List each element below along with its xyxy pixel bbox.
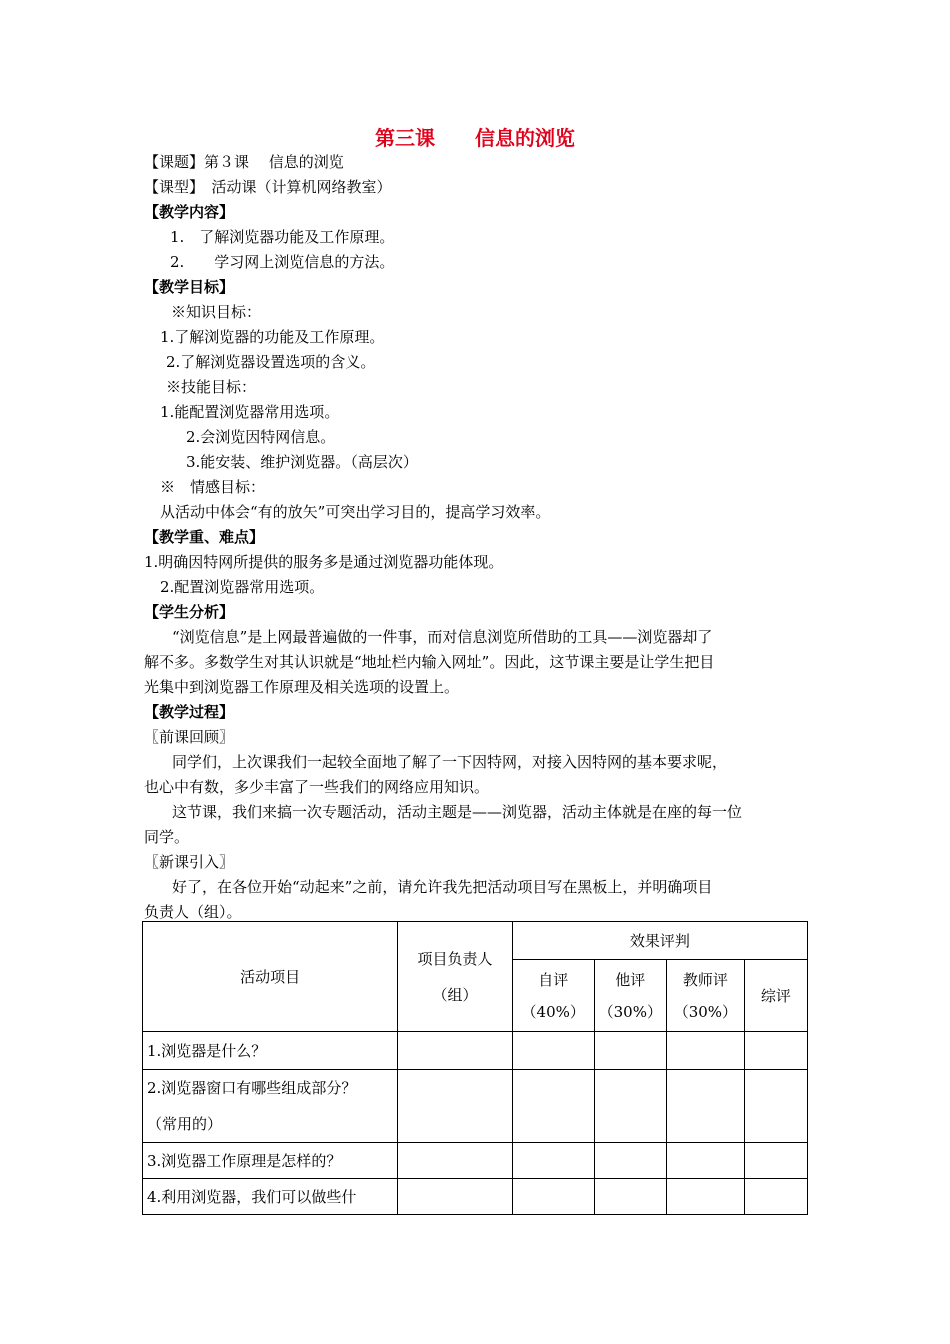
student-analysis-line-1: “浏览信息”是上网最普遍做的一件事，而对信息浏览所借助的工具——浏览器却了 <box>172 628 713 646</box>
row-cell <box>594 1179 666 1215</box>
self-eval-label: 自评 <box>538 970 569 989</box>
table-row <box>143 1070 808 1143</box>
row-activity-line-1: 2.浏览器窗口有哪些组成部分？ <box>147 1079 357 1097</box>
review-para2-line-1: 这节课，我们来搞一次专题活动，活动主题是——浏览器，活动主体就是在座的每一位 <box>172 803 743 821</box>
row-activity: 4.利用浏览器，我们可以做些什 <box>143 1179 398 1215</box>
row-cell <box>512 1032 594 1070</box>
row-cell <box>594 1032 666 1070</box>
student-analysis-line-2: 解不多。多数学生对其认识就是“地址栏内输入网址”。因此，这节课主要是让学生把目 <box>144 653 715 671</box>
keypoint-1: 1.明确因特网所提供的服务多是通过浏览器功能体现。 <box>144 553 504 571</box>
review-para-line-1: 同学们，上次课我们一起较全面地了解了一下因特网，对接入因特网的基本要求呢， <box>172 753 728 771</box>
header-owner <box>398 922 513 1032</box>
peer-eval-label: 他评 <box>615 970 646 989</box>
header-owner-line-2: （组） <box>432 985 478 1004</box>
row-activity <box>143 1070 398 1143</box>
intro-para-line-2: 负责人（组）。 <box>144 903 242 921</box>
teacher-eval-pct: （30%） <box>673 1002 738 1021</box>
row-cell <box>594 1070 666 1143</box>
skill-goal-1: 1.能配置浏览器常用选项。 <box>160 403 340 421</box>
activity-table <box>142 921 808 1215</box>
row-cell <box>744 1032 807 1070</box>
row-cell <box>398 1070 513 1143</box>
intro-heading: 〖新课引入〗 <box>144 853 235 871</box>
section-heading-students: 【学生分析】 <box>144 603 235 621</box>
teacher-eval-label: 教师评 <box>682 970 728 989</box>
lesson-type: 【课型】 活动课（计算机网络教室） <box>144 178 392 196</box>
table-row <box>143 1032 808 1070</box>
row-cell <box>666 1070 744 1143</box>
table-row <box>143 1143 808 1179</box>
keypoint-2: 2.配置浏览器常用选项。 <box>160 578 325 596</box>
knowledge-goal-heading: ※知识目标： <box>171 303 262 321</box>
row-cell <box>398 1143 513 1179</box>
emotion-goal-heading: ※ 情感目标： <box>160 478 266 496</box>
row-activity: 1.浏览器是什么？ <box>143 1032 398 1070</box>
header-owner-line-1: 项目负责人 <box>417 949 493 968</box>
self-eval-pct: （40%） <box>521 1002 585 1021</box>
header-overall-eval: 综评 <box>744 960 807 1032</box>
row-cell <box>512 1179 594 1215</box>
knowledge-goal-2: 2.了解浏览器设置选项的含义。 <box>166 353 376 371</box>
row-cell <box>666 1032 744 1070</box>
section-heading-process: 【教学过程】 <box>144 703 235 721</box>
student-analysis-line-3: 光集中到浏览器工作原理及相关选项的设置上。 <box>144 678 460 696</box>
row-cell <box>744 1179 807 1215</box>
header-effect: 效果评判 <box>512 922 807 960</box>
section-heading-keypoints: 【教学重、难点】 <box>144 528 265 546</box>
skill-goal-3: 3.能安装、维护浏览器。（高层次） <box>186 453 418 471</box>
row-cell <box>744 1143 807 1179</box>
row-cell <box>666 1143 744 1179</box>
lesson-topic: 【课题】第３课 信息的浏览 <box>144 153 344 171</box>
content-item-1: 1. 了解浏览器功能及工作原理。 <box>170 228 395 246</box>
review-para2-line-2: 同学。 <box>144 828 190 846</box>
review-heading: 〖前课回顾〗 <box>144 728 235 746</box>
header-self-eval <box>512 960 594 1032</box>
row-cell <box>512 1070 594 1143</box>
peer-eval-pct: （30%） <box>598 1002 662 1021</box>
row-cell <box>594 1143 666 1179</box>
skill-goal-2: 2.会浏览因特网信息。 <box>186 428 336 446</box>
row-cell <box>744 1070 807 1143</box>
section-heading-content: 【教学内容】 <box>144 203 235 221</box>
row-cell <box>398 1179 513 1215</box>
section-heading-goals: 【教学目标】 <box>144 278 235 296</box>
content-item-2: 2. 学习网上浏览信息的方法。 <box>170 253 395 271</box>
header-peer-eval <box>594 960 666 1032</box>
header-teacher-eval <box>666 960 744 1032</box>
row-cell <box>398 1032 513 1070</box>
row-cell <box>666 1179 744 1215</box>
emotion-goal-text: 从活动中体会“有的放矢”可突出学习目的，提高学习效率。 <box>160 503 551 521</box>
row-cell <box>512 1143 594 1179</box>
knowledge-goal-1: 1.了解浏览器的功能及工作原理。 <box>160 328 385 346</box>
row-activity: 3.浏览器工作原理是怎样的？ <box>143 1143 398 1179</box>
row-activity-line-2: （常用的） <box>147 1115 223 1133</box>
page-title: 第三课 信息的浏览 <box>375 126 575 150</box>
review-para-line-2: 也心中有数，多少丰富了一些我们的网络应用知识。 <box>144 778 490 796</box>
header-activity: 活动项目 <box>143 922 398 1032</box>
skill-goal-heading: ※技能目标： <box>166 378 257 396</box>
table-row <box>143 1179 808 1215</box>
intro-para-line-1: 好了，在各位开始“动起来”之前，请允许我先把活动项目写在黑板上，并明确项目 <box>172 878 713 896</box>
